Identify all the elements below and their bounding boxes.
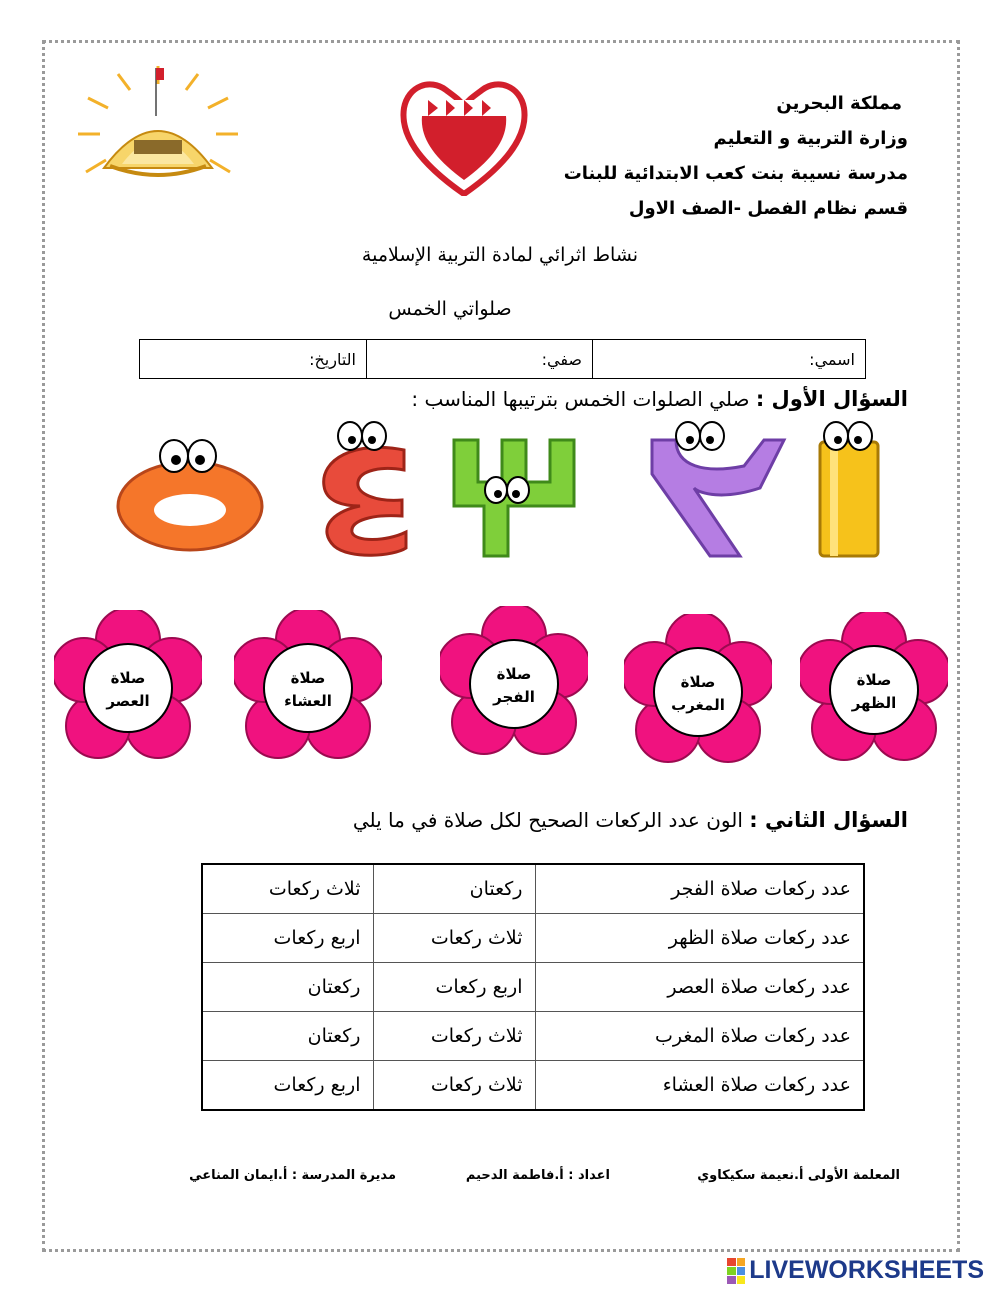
number-1 bbox=[820, 422, 878, 557]
number-5 bbox=[118, 440, 262, 557]
number-3-glyph: ٣ bbox=[514, 556, 515, 557]
answer-option[interactable]: ثلاث ركعات bbox=[373, 1061, 535, 1110]
flower-maghrib-line2: المغرب bbox=[671, 696, 725, 714]
flower-maghrib-line1: صلاة bbox=[680, 672, 716, 691]
question-1-label: السؤال الأول : bbox=[755, 387, 908, 411]
flower-fajr-line2: الفجر bbox=[493, 688, 535, 706]
flower-fajr[interactable] bbox=[440, 606, 588, 766]
question-1 bbox=[411, 387, 908, 411]
name-field[interactable]: اسمي: bbox=[592, 340, 865, 378]
header-kingdom: مملكة البحرين bbox=[776, 93, 902, 114]
answer-option[interactable]: اربع ركعات bbox=[373, 962, 535, 1011]
liveworksheets-text: LIVEWORKSHEETS bbox=[749, 1256, 984, 1284]
answer-option[interactable]: اربع ركعات bbox=[202, 1061, 373, 1110]
flower-dhuhr-line2: الظهر bbox=[851, 694, 897, 712]
answer-option[interactable]: ركعتان bbox=[202, 1012, 373, 1061]
flower-asr-line1: صلاة bbox=[110, 668, 146, 687]
student-info-table bbox=[139, 339, 866, 379]
answer-option[interactable]: اربع ركعات bbox=[202, 913, 373, 962]
prayer-label: عدد ركعات صلاة العصر bbox=[535, 962, 864, 1011]
number-4 bbox=[324, 422, 406, 557]
school-logo bbox=[70, 64, 246, 194]
answer-option[interactable]: ركعتان bbox=[373, 864, 535, 913]
table-row bbox=[202, 913, 864, 962]
subject-title: صلواتي الخمس bbox=[388, 298, 512, 320]
number-2 bbox=[652, 422, 784, 557]
liveworksheets-watermark bbox=[727, 1256, 984, 1285]
answer-option[interactable]: ثلاث ركعات bbox=[202, 864, 373, 913]
prayer-label: عدد ركعات صلاة المغرب bbox=[535, 1012, 864, 1061]
answer-option[interactable]: ثلاث ركعات bbox=[373, 1012, 535, 1061]
question-2-text: الون عدد الركعات الصحيح لكل صلاة في ما يلي bbox=[352, 808, 750, 832]
answer-option[interactable]: ركعتان bbox=[202, 962, 373, 1011]
prayer-label: عدد ركعات صلاة العشاء bbox=[535, 1061, 864, 1110]
activity-title: نشاط اثرائي لمادة التربية الإسلامية bbox=[361, 244, 639, 266]
flower-dhuhr[interactable] bbox=[800, 612, 948, 772]
flower-dhuhr-line1: صلاة bbox=[856, 670, 892, 689]
liveworksheets-logo-icon bbox=[727, 1258, 745, 1284]
footer-teacher: المعلمة الأولى أ.نعيمة سكيكاوي bbox=[697, 1168, 900, 1183]
flower-asr-line2: العصر bbox=[106, 692, 150, 710]
answer-option[interactable]: ثلاث ركعات bbox=[373, 913, 535, 962]
table-row bbox=[202, 1012, 864, 1061]
table-row bbox=[202, 864, 864, 913]
header-school: مدرسة نسيبة بنت كعب الابتدائية للبنات bbox=[563, 163, 908, 184]
footer-prepared: اعداد : أ.فاطمة الدحيم bbox=[465, 1168, 610, 1183]
date-field[interactable]: التاريخ: bbox=[309, 349, 356, 369]
header-department: قسم نظام الفصل -الصف الاول bbox=[628, 198, 908, 219]
flower-isha-line1: صلاة bbox=[290, 668, 326, 687]
flower-fajr-line1: صلاة bbox=[496, 664, 532, 683]
question-2 bbox=[353, 808, 908, 832]
number-5-glyph: ٥ bbox=[190, 556, 191, 557]
class-field[interactable]: صفي: bbox=[366, 340, 592, 378]
table-row bbox=[202, 1061, 864, 1110]
number-3 bbox=[454, 440, 574, 557]
arabic-numbers-illustration bbox=[104, 410, 940, 560]
prayer-label: عدد ركعات صلاة الفجر bbox=[535, 864, 864, 913]
flower-isha-line2: العشاء bbox=[284, 692, 332, 710]
footer-principal: مديرة المدرسة : أ.ايمان المناعي bbox=[189, 1168, 396, 1183]
header-ministry: وزارة التربية و التعليم bbox=[713, 128, 908, 149]
flower-isha[interactable] bbox=[234, 610, 382, 770]
flower-maghrib[interactable] bbox=[624, 614, 772, 774]
question-1-text: صلي الصلوات الخمس بترتيبها المناسب : bbox=[411, 387, 756, 411]
flower-asr[interactable] bbox=[54, 610, 202, 770]
bahrain-emblem bbox=[398, 76, 530, 196]
rakat-table bbox=[201, 863, 865, 1111]
table-row bbox=[202, 962, 864, 1011]
prayer-label: عدد ركعات صلاة الظهر bbox=[535, 913, 864, 962]
question-2-label: السؤال الثاني : bbox=[749, 808, 908, 832]
